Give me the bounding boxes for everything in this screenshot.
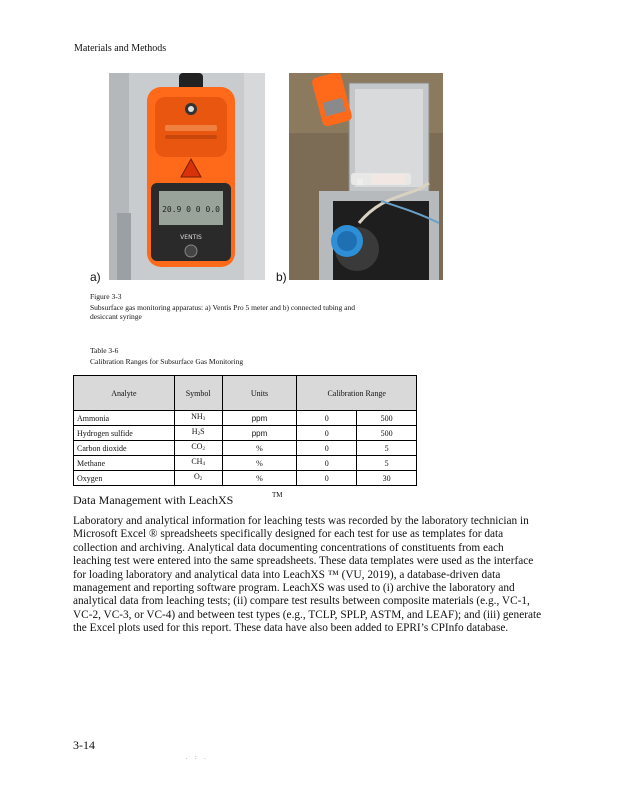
cell-analyte: Hydrogen sulfide: [74, 426, 175, 441]
table-number: Table 3-6: [90, 346, 119, 355]
meter-brand-label: VENTIS: [180, 234, 202, 241]
cell-units: %: [222, 441, 297, 456]
cell-range-low: 0: [297, 411, 357, 426]
section-heading: Data Management with LeachXS: [73, 493, 234, 507]
cell-range-low: 0: [297, 471, 357, 486]
running-header: Materials and Methods: [74, 43, 167, 54]
header-units: Units: [222, 376, 297, 411]
cell-units: ppm: [222, 426, 297, 441]
cell-range-low: 0: [297, 426, 357, 441]
table-row: [74, 426, 417, 441]
cell-range-high: 500: [357, 426, 417, 441]
cell-range-high: 500: [357, 411, 417, 426]
header-symbol: Symbol: [174, 376, 222, 411]
cell-symbol: $H_2S$: [174, 426, 222, 441]
cell-symbol: $NH_3$: [174, 411, 222, 426]
table-row: [74, 456, 417, 471]
section-heading-trademark: TM: [272, 491, 283, 499]
photo-gas-meter: [109, 73, 265, 280]
calibration-table: [73, 375, 417, 486]
cell-units: ppm: [222, 411, 297, 426]
footer-marks: . : .: [186, 755, 209, 761]
cell-analyte: Methane: [74, 456, 175, 471]
cell-units: %: [222, 471, 297, 486]
cell-symbol: $CH_4$: [174, 456, 222, 471]
cell-units: %: [222, 456, 297, 471]
header-analyte: Analyte: [74, 376, 175, 411]
table-row: [74, 441, 417, 456]
cell-symbol: $O_2$: [174, 471, 222, 486]
cell-analyte: Oxygen: [74, 471, 175, 486]
table-row: [74, 471, 417, 486]
cell-analyte: Carbon dioxide: [74, 441, 175, 456]
header-calibration-range: Calibration Range: [297, 376, 417, 411]
cell-range-high: 5: [357, 456, 417, 471]
cell-range-low: 0: [297, 456, 357, 471]
cell-range-low: 0: [297, 441, 357, 456]
body-paragraph: Laboratory and analytical information for leaching tests was recorded by the laboratory technician in Microsoft Excel ® spreadsheets specifically designed for each test for use as templates for data collection and archiving. Analytical data documenting concentrations of constituents from each leaching test were entered into the same spreadsheets. These data templates were used as the interface for loading laboratory and analytical data into LeachXS ™ (VU, 2019), a database-driven data management and reporting software program. LeachXS was used to (i) archive the laboratory and analytical data from leaching tests; (ii) compare test results between composite materials (e.g., VC-1, VC-2, VC-3, or VC-4) and between test types (e.g., TCLP, SPLP, ASTM, and LEAF); and (iii) generate the Excel plots used for this report. These data have also been added to EPRI’s CPInfo database.: [73, 515, 542, 635]
photo-monitoring-well: [289, 73, 443, 280]
cell-range-high: 30: [357, 471, 417, 486]
table-title: Calibration Ranges for Subsurface Gas Monitoring: [90, 357, 244, 366]
cell-analyte: Ammonia: [74, 411, 175, 426]
figure-label-b: b): [276, 270, 287, 284]
figure-number: Figure 3-3: [90, 292, 122, 301]
figure-caption: Subsurface gas monitoring apparatus: a) Ventis Pro 5 meter and b) connected tubing and desiccant syringe: [90, 303, 356, 321]
cell-range-high: 5: [357, 441, 417, 456]
cell-symbol: $CO_2$: [174, 441, 222, 456]
page-number: 3-14: [73, 738, 95, 752]
table-row: [74, 411, 417, 426]
figure-label-a: a): [90, 270, 101, 284]
meter-display-readout: 20.9 0 0 0.0: [162, 205, 220, 214]
